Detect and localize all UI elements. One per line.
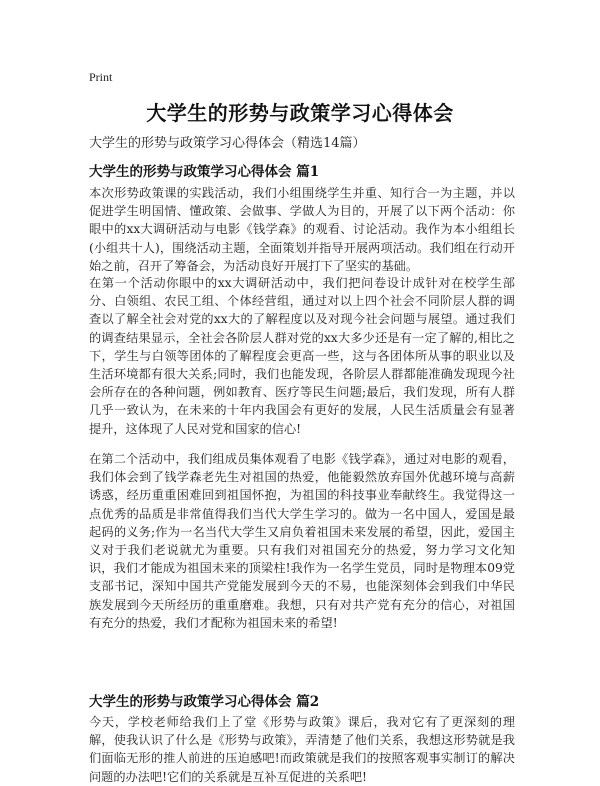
paragraph: 今天，学校老师给我们上了堂《形势与政策》课后，我对它有了更深刻的理解，使我认识了什么是《形势与政策》，弄清楚了他们关系，我想这形势就是我们面临无形的推人前进的压迫感吧!而政策就是我们的按照客观事实制订的解决问题的办法吧!它们的关系就是互补互促进的关系吧! xyxy=(89,715,515,784)
section-heading-1: 大学生的形势与政策学习心得体会 篇1 xyxy=(89,164,320,180)
section-heading-2: 大学生的形势与政策学习心得体会 篇2 xyxy=(89,694,320,710)
document-subtitle: 大学生的形势与政策学习心得体会（精选14篇） xyxy=(89,136,366,151)
paragraph: 本次形势政策课的实践活动，我们小组围绕学生并重、知行合一为主题，并以促进学生明国情、懂政策、会做事、学做人为目的，开展了以下两个活动：你眼中的xx大调研活动与电影《钱学森》的观看、讨论活动。我作为本小组组长(小组共十人)，围绕活动主题，全面策划并指导开展两项活动。我们组在行动开始之前，召开了筹备会，为活动良好开展打下了坚实的基础。 xyxy=(89,186,515,273)
paragraph: 在第二个活动中，我们组成员集体观看了电影《钱学森》，通过对电影的观看，我们体会到了钱学森老先生对祖国的热爱，他能毅然放弃国外优越环境与高薪诱惑，经历重重困难回到祖国怀抱，为祖国的科技事业奉献终生。我觉得这一点优秀的品质是非常值得我们当代大学生学习的。做为一名中国人，爱国是最起码的义务;作为一名当代大学生又肩负着祖国未来发展的希望，因此，爱国主义对于我们老说就尤为重要。只有我们对祖国充分的热爱，努力学习文化知识，我们才能成为祖国未来的顶梁柱!我作为一名学生党员，同时是物理本09党支部书记，深知中国共产党能发展到今天的不易，也能深刻体会到我们中华民族发展到今天所经历的重重磨难。我想，只有对共产党有充分的信心，对祖国有充分的热爱，我们才配称为祖国未来的希望! xyxy=(89,452,515,630)
paragraph: 在第一个活动你眼中的xx大调研活动中，我们把问卷设计成针对在校学生部分、白领组、农民工组、个体经营组，通过对以上四个社会不同阶层人群的调查以了解全社会对党的xx大的了解程度以及对现今社会问题与展望。通过我们的调查结果显示，全社会各阶层人群对党的xx大多少还是有一定了解的,相比之下，学生与白领等团体的了解程度会更高一些，这与各团体所从事的职业以及生活环境都有很大关系;同时，我们也能发现，各阶层人群都能准确发现现今社会所存在的各种问题，例如教育、医疗等民生问题;最后，我们发现，所有人群几乎一致认为，在未来的十年内我国会有更好的发展，人民生活质量会有显著提升，这体现了人民对党和国家的信心! xyxy=(89,276,515,436)
print-link[interactable]: Print xyxy=(89,70,113,84)
document-title: 大学生的形势与政策学习心得体会 xyxy=(146,101,454,125)
